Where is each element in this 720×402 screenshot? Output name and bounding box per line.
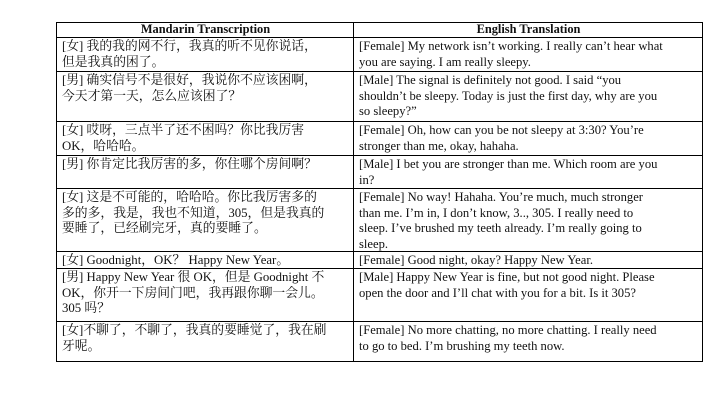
mandarin-cell: [57, 269, 354, 321]
english-line: open the door and I’ll chat with you for a bit. Is it 305?: [359, 285, 636, 300]
mandarin-cell: [57, 38, 354, 71]
table-row: [57, 269, 702, 322]
table-header-row: [57, 23, 702, 38]
transcription-table: [56, 22, 703, 362]
mandarin-line: 305 吗？: [62, 301, 110, 315]
english-line: shouldn’t be sleepy. Today is just the first day, why are you: [359, 88, 658, 103]
mandarin-cell: [57, 252, 354, 268]
mandarin-line: [男] 确实信号不是很好，我说你不应该困啊，: [62, 73, 317, 87]
english-line: [Female] No more chatting, no more chatting. I really need: [359, 323, 657, 337]
mandarin-line: [女] 这是不可能的，哈哈哈。你比我厉害多的: [62, 190, 317, 204]
english-cell: [354, 189, 702, 251]
table-row: [57, 156, 702, 189]
mandarin-line: [男] 你肯定比我厉害的多，你住哪个房间啊？: [62, 157, 317, 171]
english-cell: [354, 38, 702, 71]
english-line: [Female] My network isn’t working. I really can’t hear what: [359, 39, 663, 53]
mandarin-cell: [57, 156, 354, 188]
english-line: than me. I’m in, I don’t know, 3.., 305. I really need to: [359, 205, 634, 220]
table-row: [57, 122, 702, 156]
english-line: [Male] I bet you are stronger than me. Which room are you: [359, 157, 658, 171]
english-line: so sleepy?”: [359, 104, 417, 118]
mandarin-line: OK，你开一下房间门吧，我再跟你聊一会儿。: [62, 285, 324, 300]
mandarin-line: OK，哈哈哈。: [62, 138, 145, 153]
table-row: [57, 72, 702, 122]
english-line: [Female] Good night, okay? Happy New Year.: [359, 253, 593, 267]
english-cell: [354, 269, 702, 321]
mandarin-cell: [57, 122, 354, 155]
english-line: [Female] No way! Hahaha. You’re much, much stronger: [359, 190, 643, 204]
mandarin-line: [女] Goodnight，OK？ Happy New Year。: [62, 253, 290, 267]
mandarin-line: [男] Happy New Year 很 OK，但是 Goodnight 不: [62, 270, 325, 284]
mandarin-line: 牙呢。: [62, 338, 101, 353]
english-line: sleep.: [359, 236, 389, 251]
mandarin-line: 要睡了，已经刷完牙，真的要睡了。: [62, 221, 267, 235]
mandarin-line: 今天才第一天，怎么应该困了？: [62, 88, 242, 103]
mandarin-cell: [57, 322, 354, 361]
english-line: [Male] Happy New Year is fine, but not good night. Please: [359, 270, 655, 284]
mandarin-line: 但是我真的困了。: [62, 54, 165, 69]
english-line: to go to bed. I’m brushing my teeth now.: [359, 338, 565, 353]
mandarin-cell: [57, 72, 354, 121]
english-line: [Male] The signal is definitely not good. I said “you: [359, 73, 622, 87]
header-mandarin: Mandarin Transcription: [57, 23, 354, 37]
english-cell: [354, 156, 702, 188]
english-cell: [354, 122, 702, 155]
english-cell: [354, 72, 702, 121]
english-line: stronger than me, okay, hahaha.: [359, 138, 519, 153]
english-line: in?: [359, 172, 375, 187]
mandarin-line: 多的多，我是，我也不知道，305，但是我真的: [62, 205, 325, 220]
english-cell: [354, 322, 702, 361]
table-row: [57, 322, 702, 362]
table-row: [57, 252, 702, 269]
table-row: [57, 189, 702, 252]
table-row: [57, 38, 702, 72]
english-line: [Female] Oh, how can you be not sleepy at 3:30? You’re: [359, 123, 644, 137]
english-line: sleep. I’ve brushed my teeth already. I’m really going to: [359, 221, 642, 235]
english-line: you are saying. I am really sleepy.: [359, 54, 531, 69]
mandarin-line: [女]不聊了，不聊了，我真的要睡觉了，我在刷: [62, 323, 327, 337]
mandarin-line: [女] 哎呀，三点半了还不困吗？你比我厉害: [62, 123, 305, 137]
header-english: English Translation: [476, 23, 581, 36]
english-cell: [354, 252, 702, 268]
mandarin-line: [女] 我的我的网不行，我真的听不见你说话，: [62, 39, 317, 53]
mandarin-cell: [57, 189, 354, 251]
